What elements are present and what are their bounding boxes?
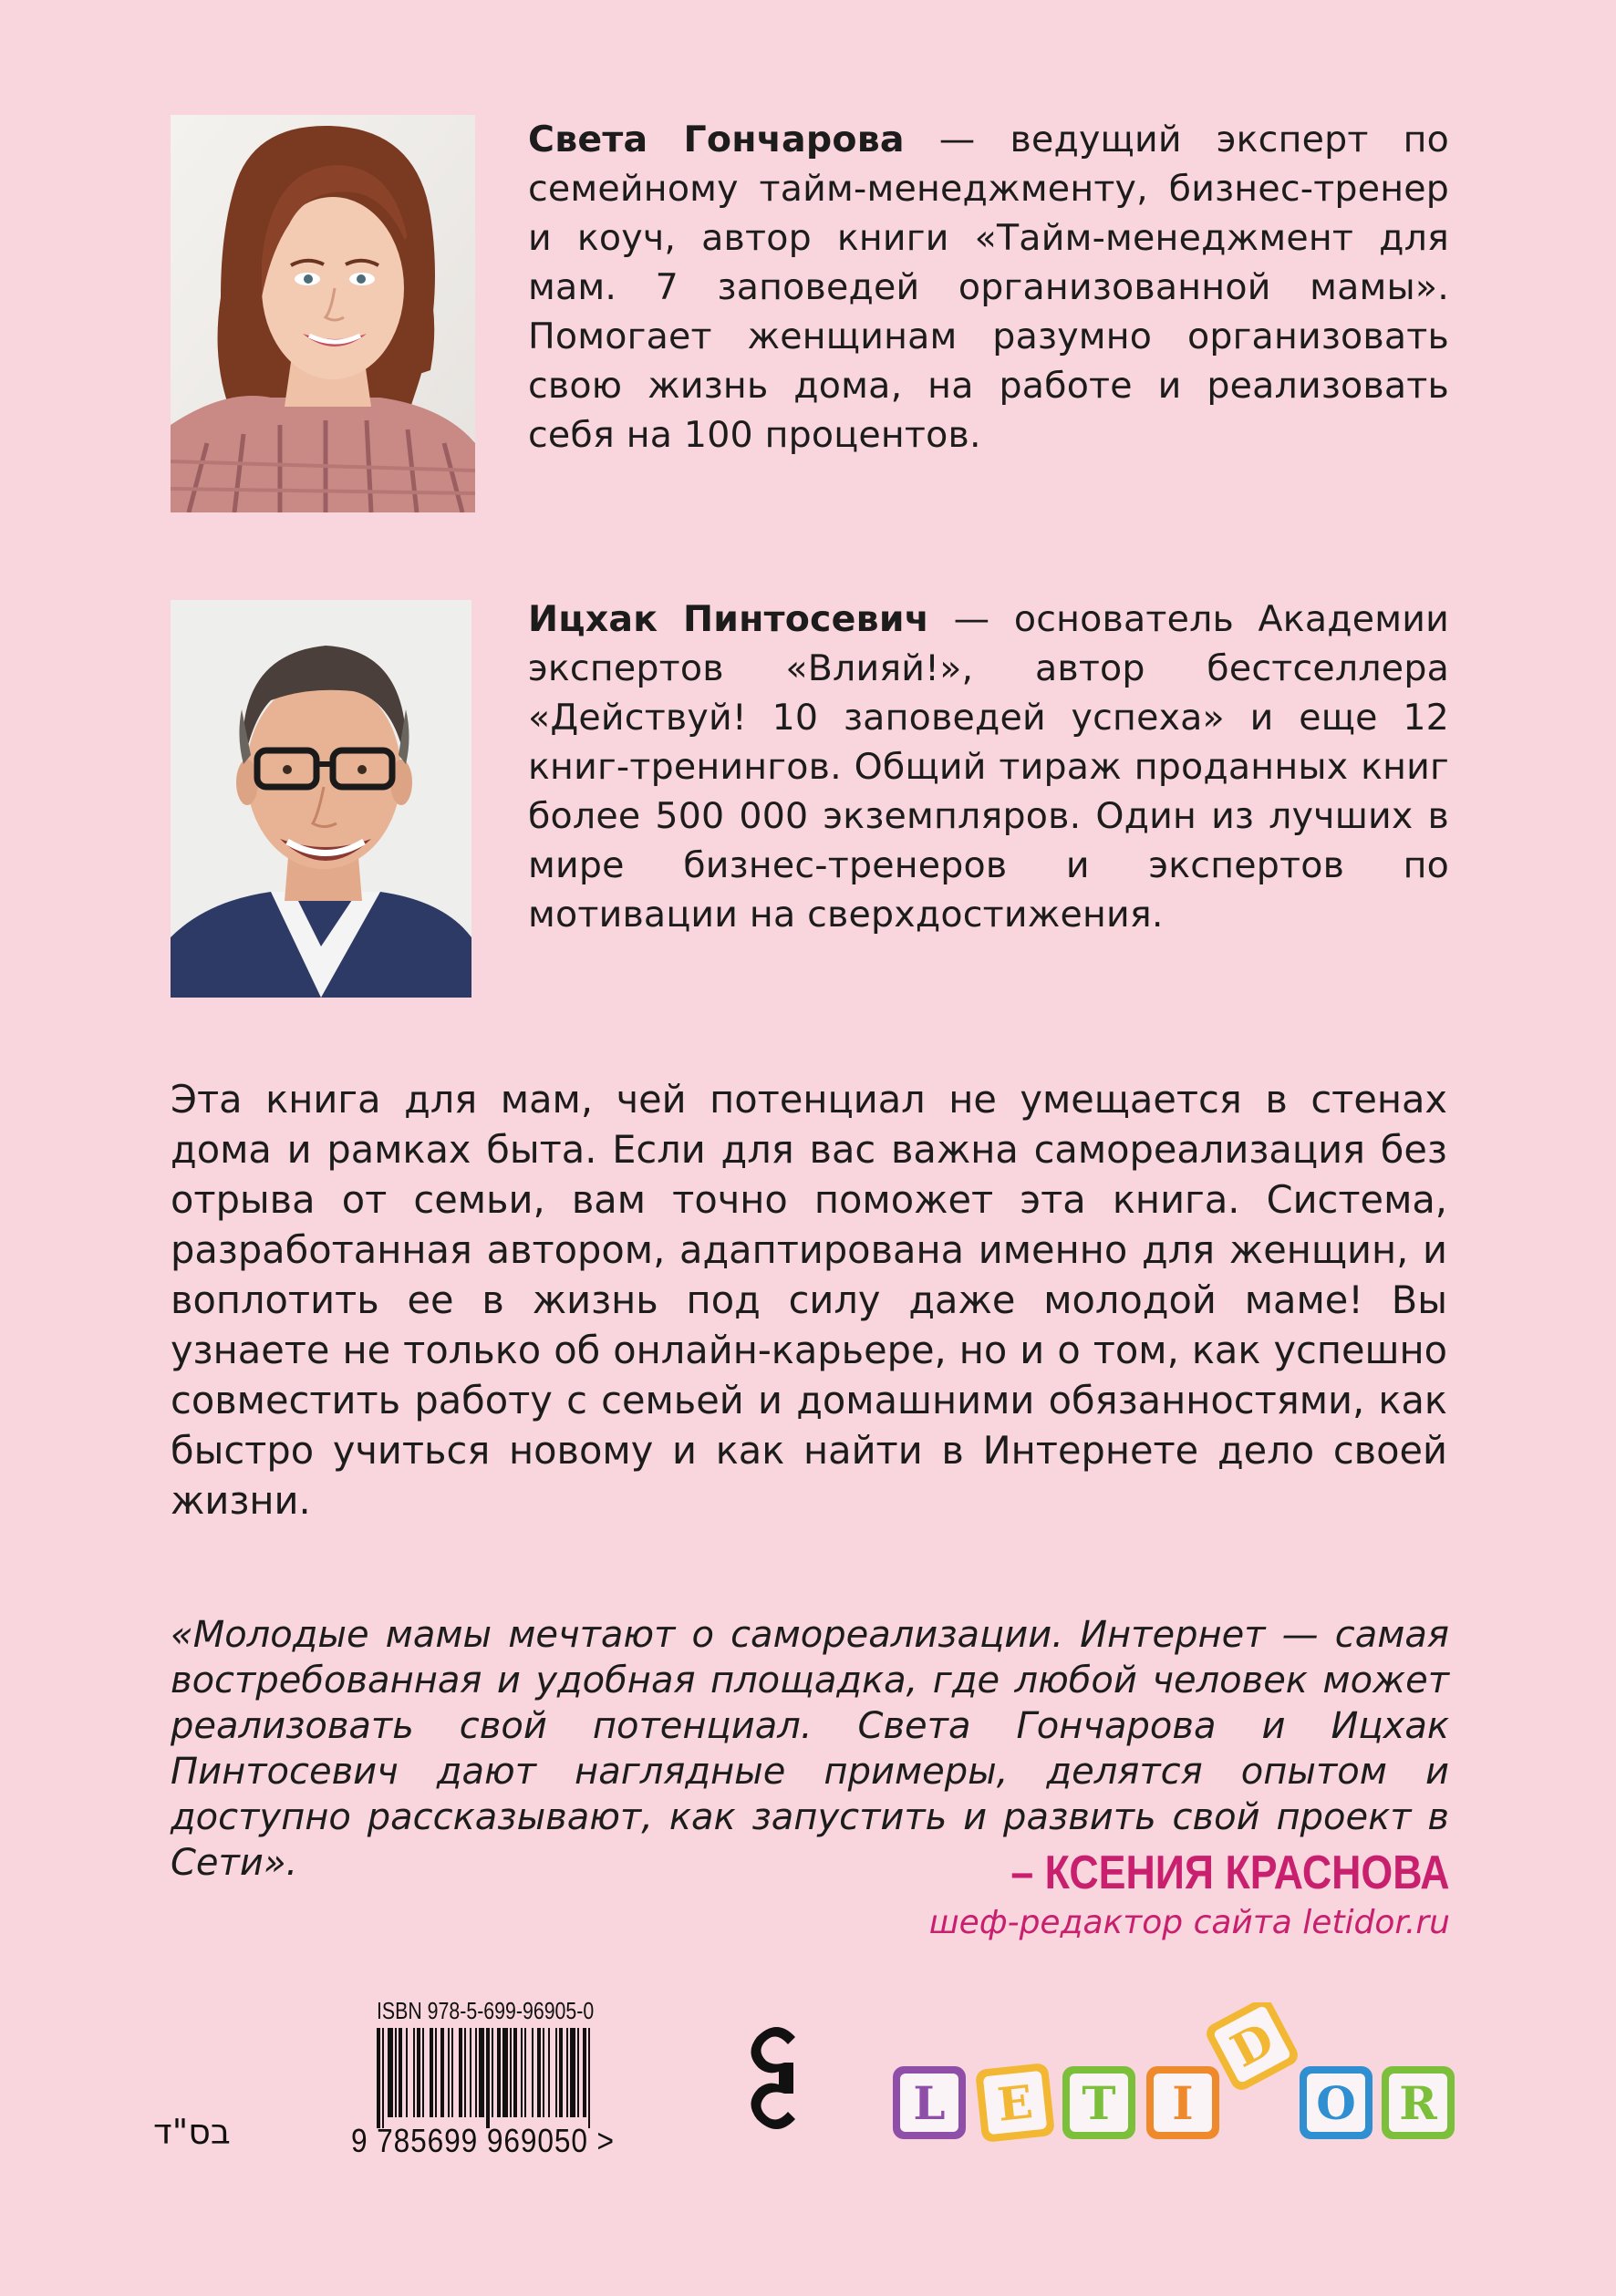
barcode-bar (566, 2028, 568, 2117)
barcode-bar (406, 2028, 408, 2117)
review-quote: «Молодые мамы мечтают о самореализации. Интернет — самая востребованная и удобная площадка, где любой человек может реализовать свой потенциал. Света Гончарова и Ицхак Пинтосевич дают наглядные примеры, делятся опытом и доступно рассказывают, как запустить и развить свой проект в Сети». (171, 1614, 1449, 1884)
barcode-bar (395, 2028, 397, 2117)
barcode-bar (448, 2028, 450, 2117)
logo-letter: E (995, 2074, 1036, 2132)
logo-letter: T (1082, 2076, 1116, 2130)
logo-letter: I (1172, 2076, 1194, 2130)
barcode-bar (475, 2028, 477, 2117)
barcode-bar (479, 2028, 484, 2117)
barcode-bar (577, 2028, 579, 2117)
barcode-bar (492, 2028, 493, 2117)
logo-letter: O (1316, 2076, 1356, 2130)
author-name: Ицхак Пинтосевич (528, 598, 930, 640)
barcode-bar (377, 2028, 380, 2128)
barcode-bar (388, 2028, 393, 2117)
author-photo-pintosevich (171, 600, 471, 998)
logo-block-r (1382, 2066, 1455, 2139)
review-quote-role: шеф-редактор сайта letidor.ru (928, 1904, 1450, 1941)
logo-block-i (1146, 2066, 1219, 2139)
book-description: Эта книга для мам, чей потенциал не умещается в стенах дома и рамках быта. Если для вас важна самореализация без отрыва от семьи, вам точно поможет эта книга. Система, разработанная автором, адаптирована именно для женщин, и воплотить ее в жизнь под силу даже молодой маме! Вы узнаете не только об онлайн-карьере, но и о том, как успешно совместить работу с семьей и домашними обязанностями, как быстро учиться новому и как найти в Интернете дело своей жизни. (171, 1077, 1447, 1523)
author-bio-text: — ведущий эксперт по семейному тайм-менеджменту, бизнес-тренер и коуч, автор книги «Тайм-менеджмент для мам. 7 заповедей организованной мамы». Помогает женщинам разумно организовать свою жизнь дома, на работе и реализовать себя на 100 процентов. (528, 119, 1449, 456)
barcode-bar (524, 2028, 526, 2117)
barcode-bar (513, 2028, 517, 2117)
barcode-bar (502, 2028, 508, 2117)
barcode-bar (464, 2028, 466, 2117)
barcode-bar (430, 2028, 433, 2117)
barcode-bar (521, 2028, 523, 2117)
eksmo-logo-icon (741, 2017, 804, 2139)
author-bio-goncharova (528, 115, 1449, 460)
review-quote-author: – КСЕНИЯ КРАСНОВА (1010, 1846, 1450, 1899)
barcode-bar (570, 2028, 575, 2117)
barcode-bar (497, 2028, 501, 2117)
logo-block-t (1062, 2066, 1135, 2139)
barcode-bar (382, 2028, 384, 2128)
hebrew-mark: בס"ד (153, 2112, 231, 2152)
logo-letter: D (1222, 2012, 1283, 2078)
barcode-bar (413, 2028, 415, 2117)
logo-letter: L (913, 2076, 946, 2130)
author-name: Света Гончарова (528, 119, 905, 160)
barcode-bar (470, 2028, 471, 2117)
barcode-digits: 9 785699 969050 > (351, 2122, 615, 2159)
logo-block-o (1300, 2066, 1373, 2139)
author-bio-pintosevich (528, 595, 1449, 939)
barcode-bar (537, 2028, 541, 2117)
barcode-bar (559, 2028, 563, 2117)
barcode-bars (377, 2028, 650, 2128)
letidor-logo (889, 2002, 1464, 2148)
barcode-bar (583, 2028, 586, 2117)
barcode-bar (417, 2028, 420, 2117)
barcode-bar (555, 2028, 557, 2117)
logo-block-l (893, 2066, 966, 2139)
author-bio-text: — основатель Академии экспертов «Влияй!», автор бестселлера «Действуй! 10 заповедей успеха» и еще 12 книг-тренингов. Общий тираж проданных книг более 500 000 экземпляров. Один из лучших в мире бизнес-тренеров и экспертов по мотивации на сверхдостижения. (528, 598, 1449, 936)
barcode-bar (422, 2028, 424, 2117)
barcode-bar (440, 2028, 444, 2117)
logo-letter: R (1399, 2076, 1437, 2130)
isbn-barcode (351, 1997, 666, 2166)
barcode-bar (543, 2028, 544, 2117)
barcode-bar (486, 2028, 490, 2128)
barcode-bar (399, 2028, 402, 2117)
logo-block-e (975, 2063, 1055, 2143)
isbn-label: ISBN 978-5-699-96905-0 (377, 1997, 595, 2024)
barcode-bar (532, 2028, 533, 2117)
barcode-bar (459, 2028, 462, 2117)
barcode-bar (548, 2028, 550, 2117)
barcode-bar (588, 2028, 590, 2128)
author-photo-goncharova (171, 115, 475, 512)
barcode-bar (451, 2028, 453, 2117)
barcode-bar (510, 2028, 512, 2117)
barcode-bar (435, 2028, 437, 2117)
